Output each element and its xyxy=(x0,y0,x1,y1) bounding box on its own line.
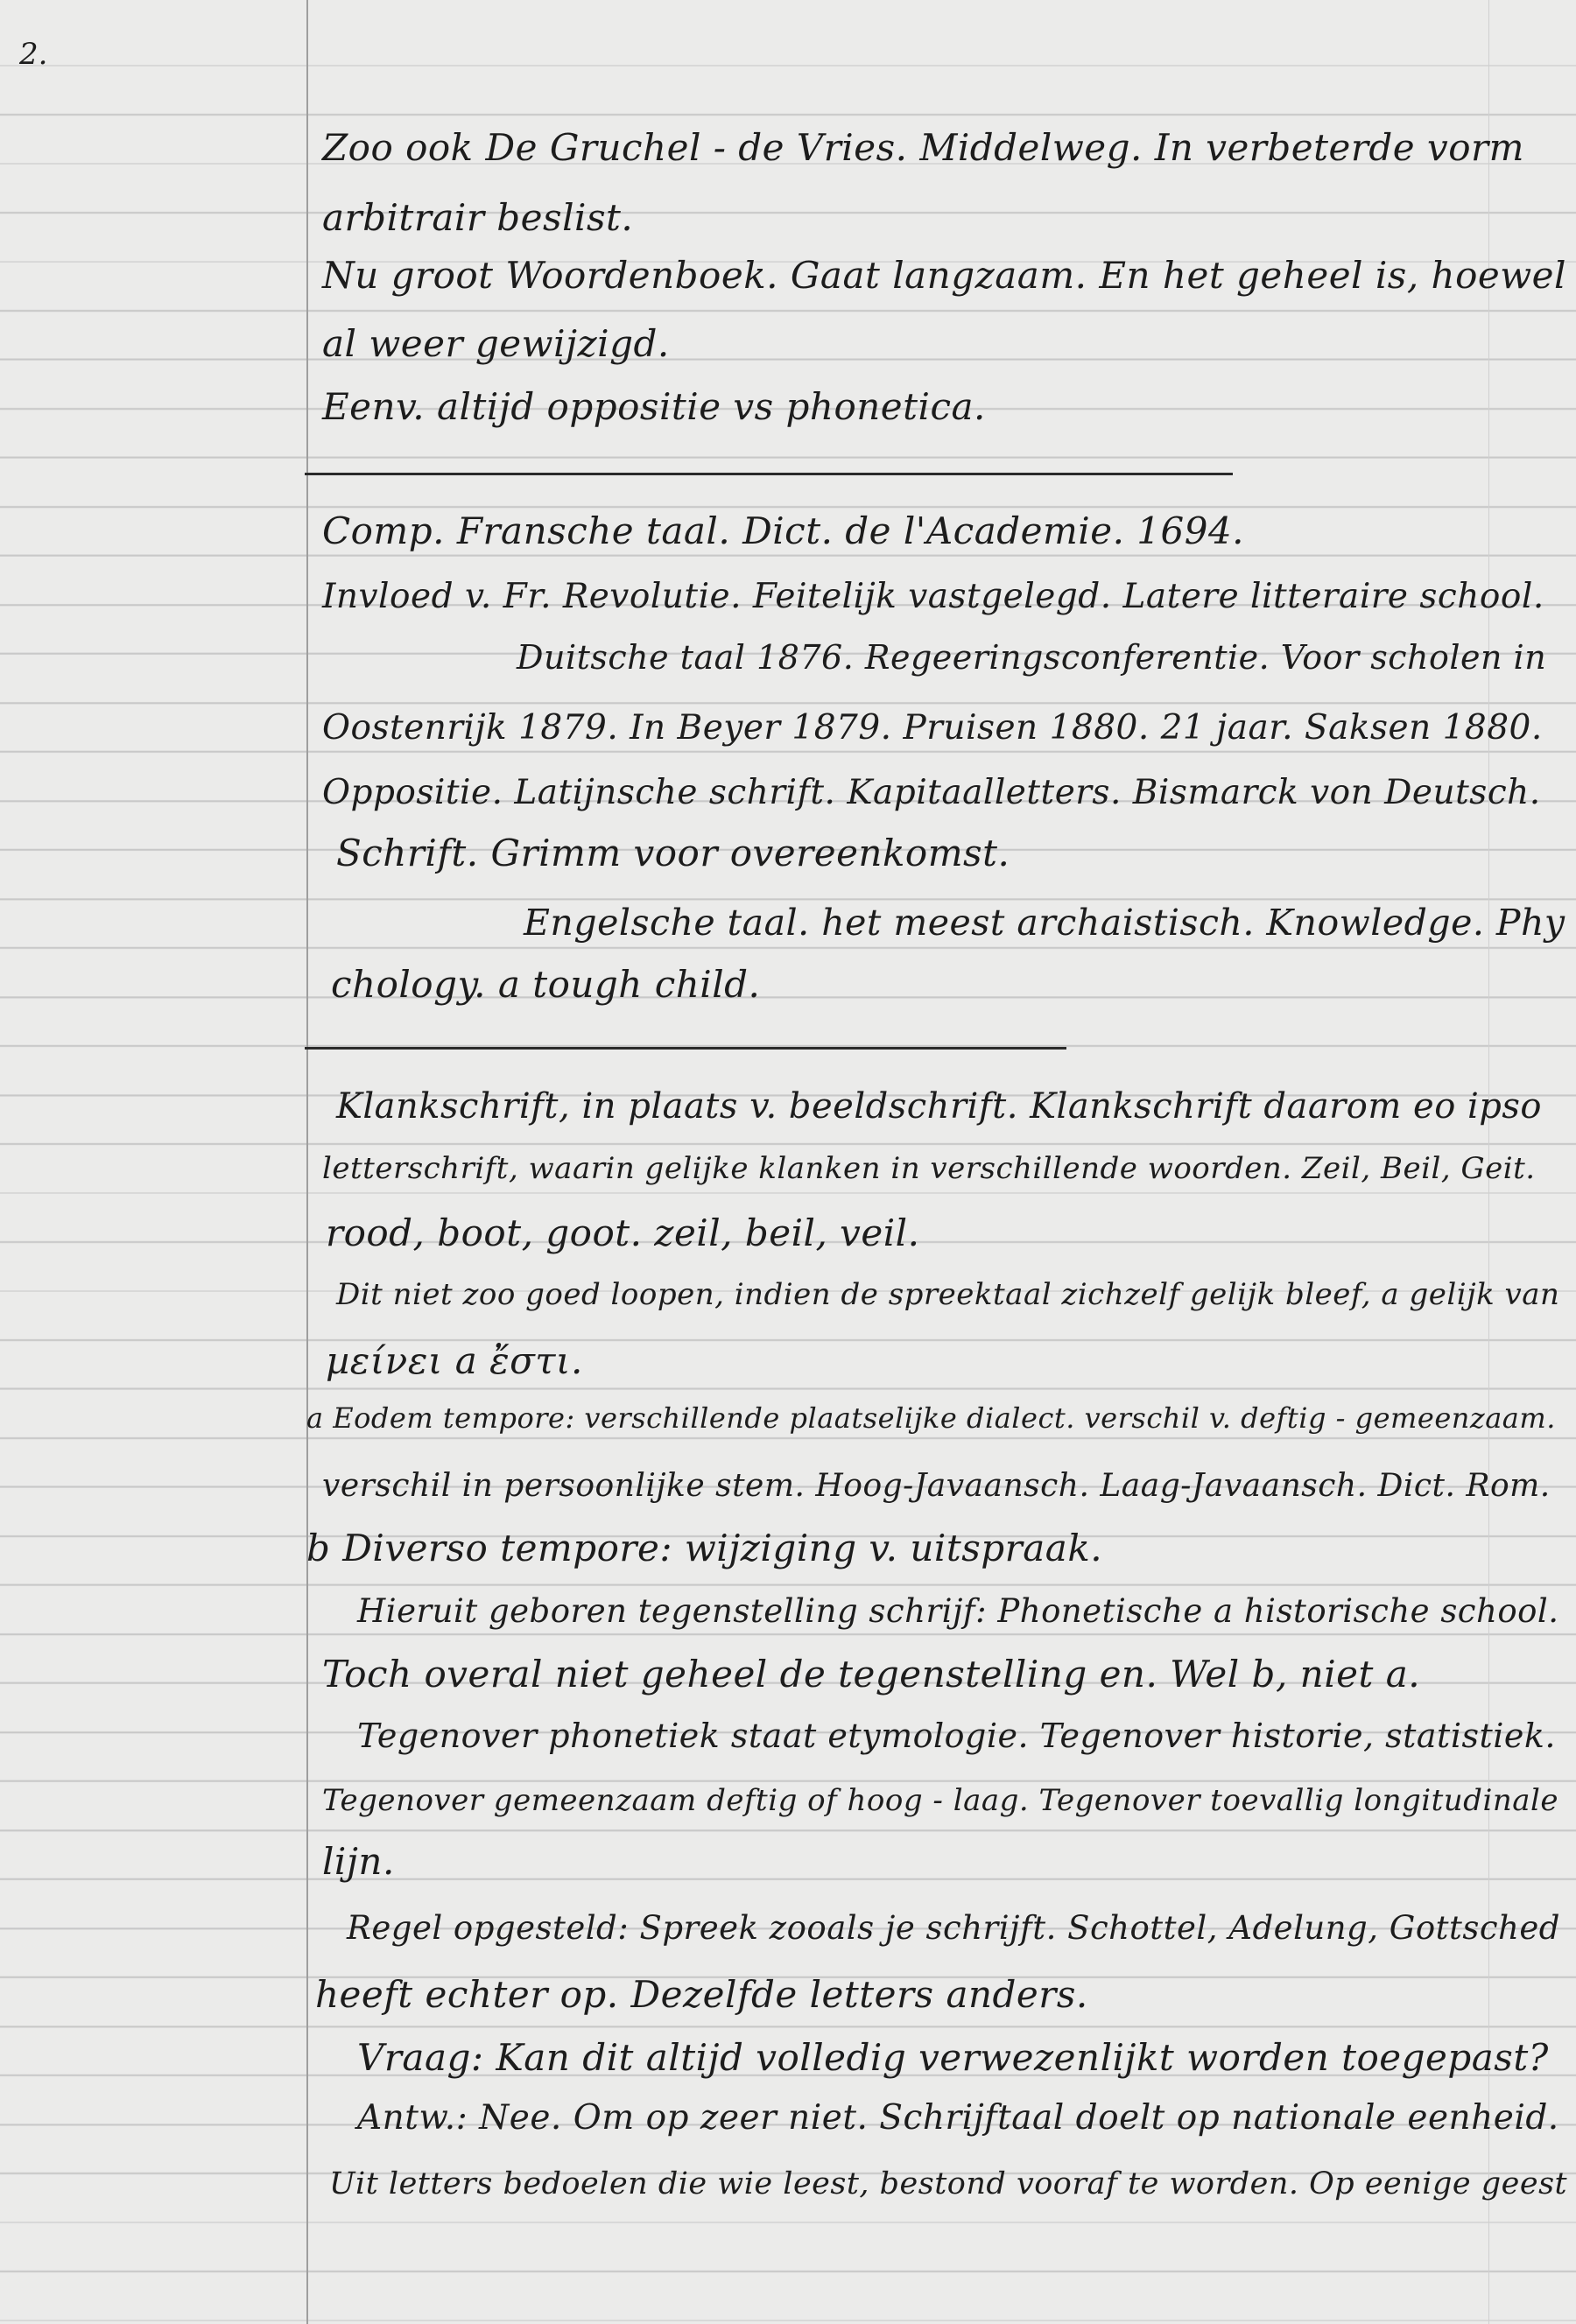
text-line: µείνει a ἔστι. xyxy=(326,1339,583,1382)
text-line: Schrift. Grimm voor overeenkomst. xyxy=(336,832,1010,874)
text-line: Oostenrijk 1879. In Beyer 1879. Pruisen 1880. 21 jaar. Saksen 1880. xyxy=(322,708,1543,748)
text-line: Invloed v. Fr. Revolutie. Feitelijk vastgelegd. Latere litteraire school. xyxy=(322,577,1544,616)
text-line: Comp. Fransche taal. Dict. de l'Academie. 1694. xyxy=(322,509,1245,552)
text-line: arbitrair beslist. xyxy=(322,196,634,239)
text-line: lijn. xyxy=(322,1840,395,1883)
text-line: Klankschrift, in plaats v. beeldschrift. Klankschrift daarom eo ipso xyxy=(336,1086,1543,1127)
text-line: a Eodem tempore: verschillende plaatselijke dialect. verschil v. deftig - gemeenzaam. xyxy=(306,1401,1556,1435)
text-line: b Diverso tempore: wijziging v. uitspraak. xyxy=(306,1527,1103,1569)
text-line: Vraag: Kan dit altijd volledig verwezenlijkt worden toegepast? xyxy=(357,2036,1549,2079)
text-line: Hieruit geboren tegenstelling schrijf: Phonetische a historische school. xyxy=(357,1592,1559,1630)
margin-rule xyxy=(306,0,308,2324)
text-line: Regel opgesteld: Spreek zooals je schrijft. Schottel, Adelung, Gottsched xyxy=(347,1909,1560,1947)
text-line: heeft echter op. Dezelfde letters anders. xyxy=(315,1973,1088,2016)
text-line: Duitsche taal 1876. Regeeringsconferentie. Voor scholen in xyxy=(517,638,1547,677)
text-line: Zoo ook De Gruchel - de Vries. Middelweg. In verbeterde vorm xyxy=(322,126,1524,169)
text-line: letterschrift, waarin gelijke klanken in verschillende woorden. Zeil, Beil, Geit. xyxy=(322,1151,1536,1186)
page-number: 2. xyxy=(19,37,48,72)
text-line: Nu groot Woordenboek. Gaat langzaam. En het geheel is, hoewel xyxy=(322,254,1566,297)
text-line: Dit niet zoo goed loopen, indien de spreektaal zichzelf gelijk bleef, a gelijk van xyxy=(336,1277,1560,1312)
text-line: Tegenover gemeenzaam deftig of hoog - laag. Tegenover toevallig longitudinale xyxy=(322,1783,1558,1818)
text-line: chology. a tough child. xyxy=(331,963,761,1006)
text-line: Toch overal niet geheel de tegenstelling en. Wel b, niet a. xyxy=(322,1653,1421,1696)
text-line: Tegenover phonetiek staat etymologie. Tegenover historie, statistiek. xyxy=(357,1717,1556,1755)
text-line: Uit letters bedoelen die wie leest, bestond vooraf te worden. Op eenige geest xyxy=(329,2166,1568,2201)
text-line: al weer gewijzigd. xyxy=(322,322,670,365)
text-line: Oppositie. Latijnsche schrift. Kapitaalletters. Bismarck von Deutsch. xyxy=(322,773,1541,812)
text-line: Antw.: Nee. Om op zeer niet. Schrijftaal doelt op nationale eenheid. xyxy=(357,2098,1559,2138)
text-line: verschil in persoonlijke stem. Hoog-Javaansch. Laag-Javaansch. Dict. Rom. xyxy=(322,1468,1551,1504)
text-line: Engelsche taal. het meest archaistisch. Knowledge. Phy xyxy=(524,902,1565,944)
section-divider xyxy=(305,473,1233,475)
section-divider xyxy=(305,1047,1066,1050)
text-line: Eenv. altijd oppositie vs phonetica. xyxy=(322,385,986,428)
text-line: rood, boot, goot. zeil, beil, veil. xyxy=(326,1211,920,1254)
